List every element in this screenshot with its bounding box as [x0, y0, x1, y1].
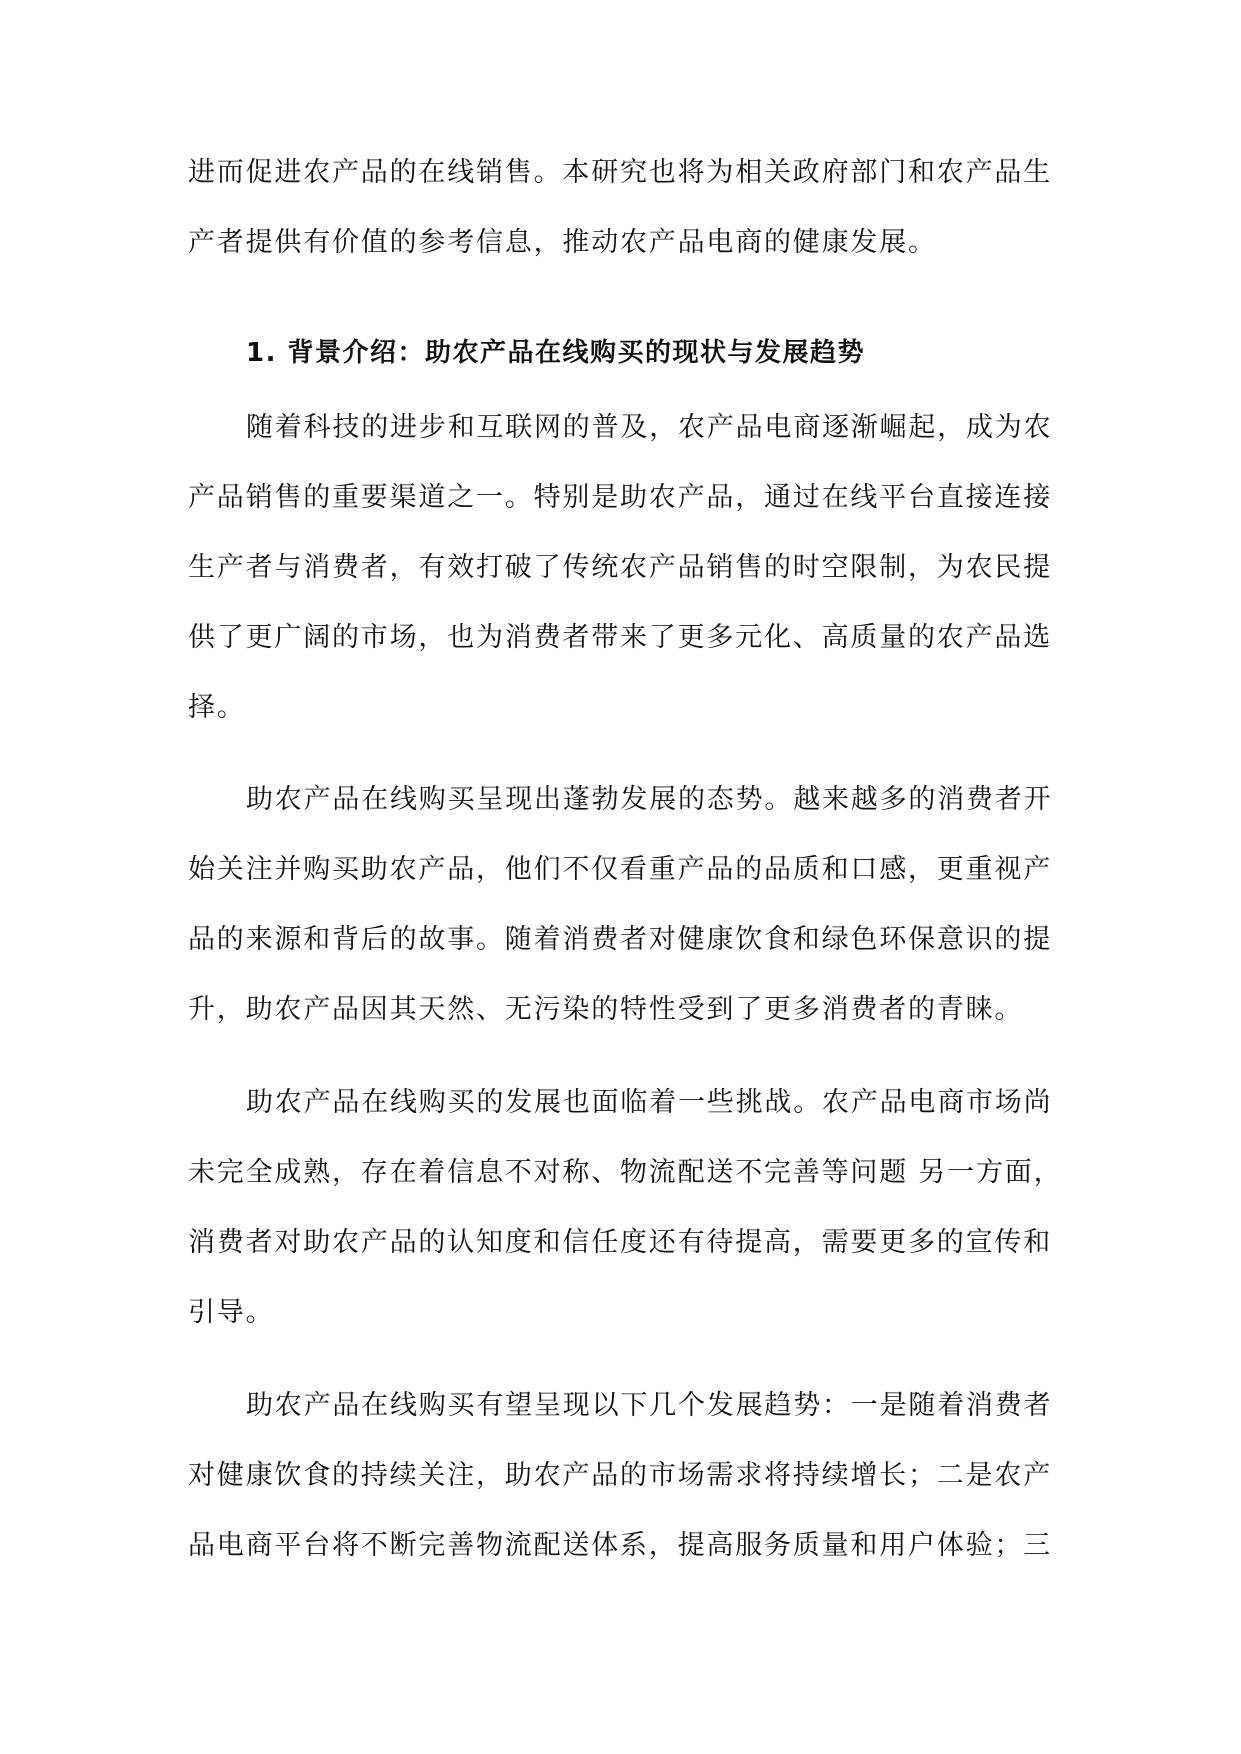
- paragraph-line: 生产者与消费者，有效打破了传统农产品销售的时空限制，为农民提: [188, 552, 1052, 583]
- section-heading: 1. 背景介绍：助农产品在线购买的现状与发展趋势: [246, 338, 866, 368]
- paragraph-line: 品的来源和背后的故事。随着消费者对健康饮食和绿色环保意识的提: [188, 924, 1052, 955]
- paragraph-line: 引导。: [188, 1297, 275, 1328]
- paragraph-line: 产品销售的重要渠道之一。特别是助农产品，通过在线平台直接连接: [188, 482, 1052, 513]
- paragraph-line: 供了更广阔的市场，也为消费者带来了更多元化、高质量的农产品选: [188, 622, 1052, 653]
- paragraph-line: 随着科技的进步和互联网的普及，农产品电商逐渐崛起，成为农: [246, 412, 1053, 443]
- paragraph-line: 始关注并购买助农产品，他们不仅看重产品的品质和口感，更重视产: [188, 854, 1052, 885]
- paragraph-line: 助农产品在线购买呈现出蓬勃发展的态势。越来越多的消费者开: [246, 784, 1053, 815]
- paragraph-line: 助农产品在线购买有望呈现以下几个发展趋势：一是随着消费者: [246, 1390, 1053, 1421]
- paragraph-line: 择。: [188, 692, 246, 723]
- intro-line: 产者提供有价值的参考信息，推动农产品电商的健康发展。: [188, 227, 937, 258]
- paragraph-line: 对健康饮食的持续关注，助农产品的市场需求将持续增长；二是农产: [188, 1460, 1052, 1491]
- paragraph-line: 消费者对助农产品的认知度和信任度还有待提高，需要更多的宣传和: [188, 1227, 1052, 1258]
- intro-line: 进而促进农产品的在线销售。本研究也将为相关政府部门和农产品生: [188, 157, 1052, 188]
- paragraph-line: 升，助农产品因其天然、无污染的特性受到了更多消费者的青睐。: [188, 994, 1024, 1025]
- paragraph-line: 未完全成熟，存在着信息不对称、物流配送不完善等问题 另一方面，: [188, 1157, 1063, 1188]
- paragraph-line: 品电商平台将不断完善物流配送体系，提高服务质量和用户体验；三: [188, 1530, 1052, 1561]
- paragraph-line: 助农产品在线购买的发展也面临着一些挑战。农产品电商市场尚: [246, 1087, 1053, 1118]
